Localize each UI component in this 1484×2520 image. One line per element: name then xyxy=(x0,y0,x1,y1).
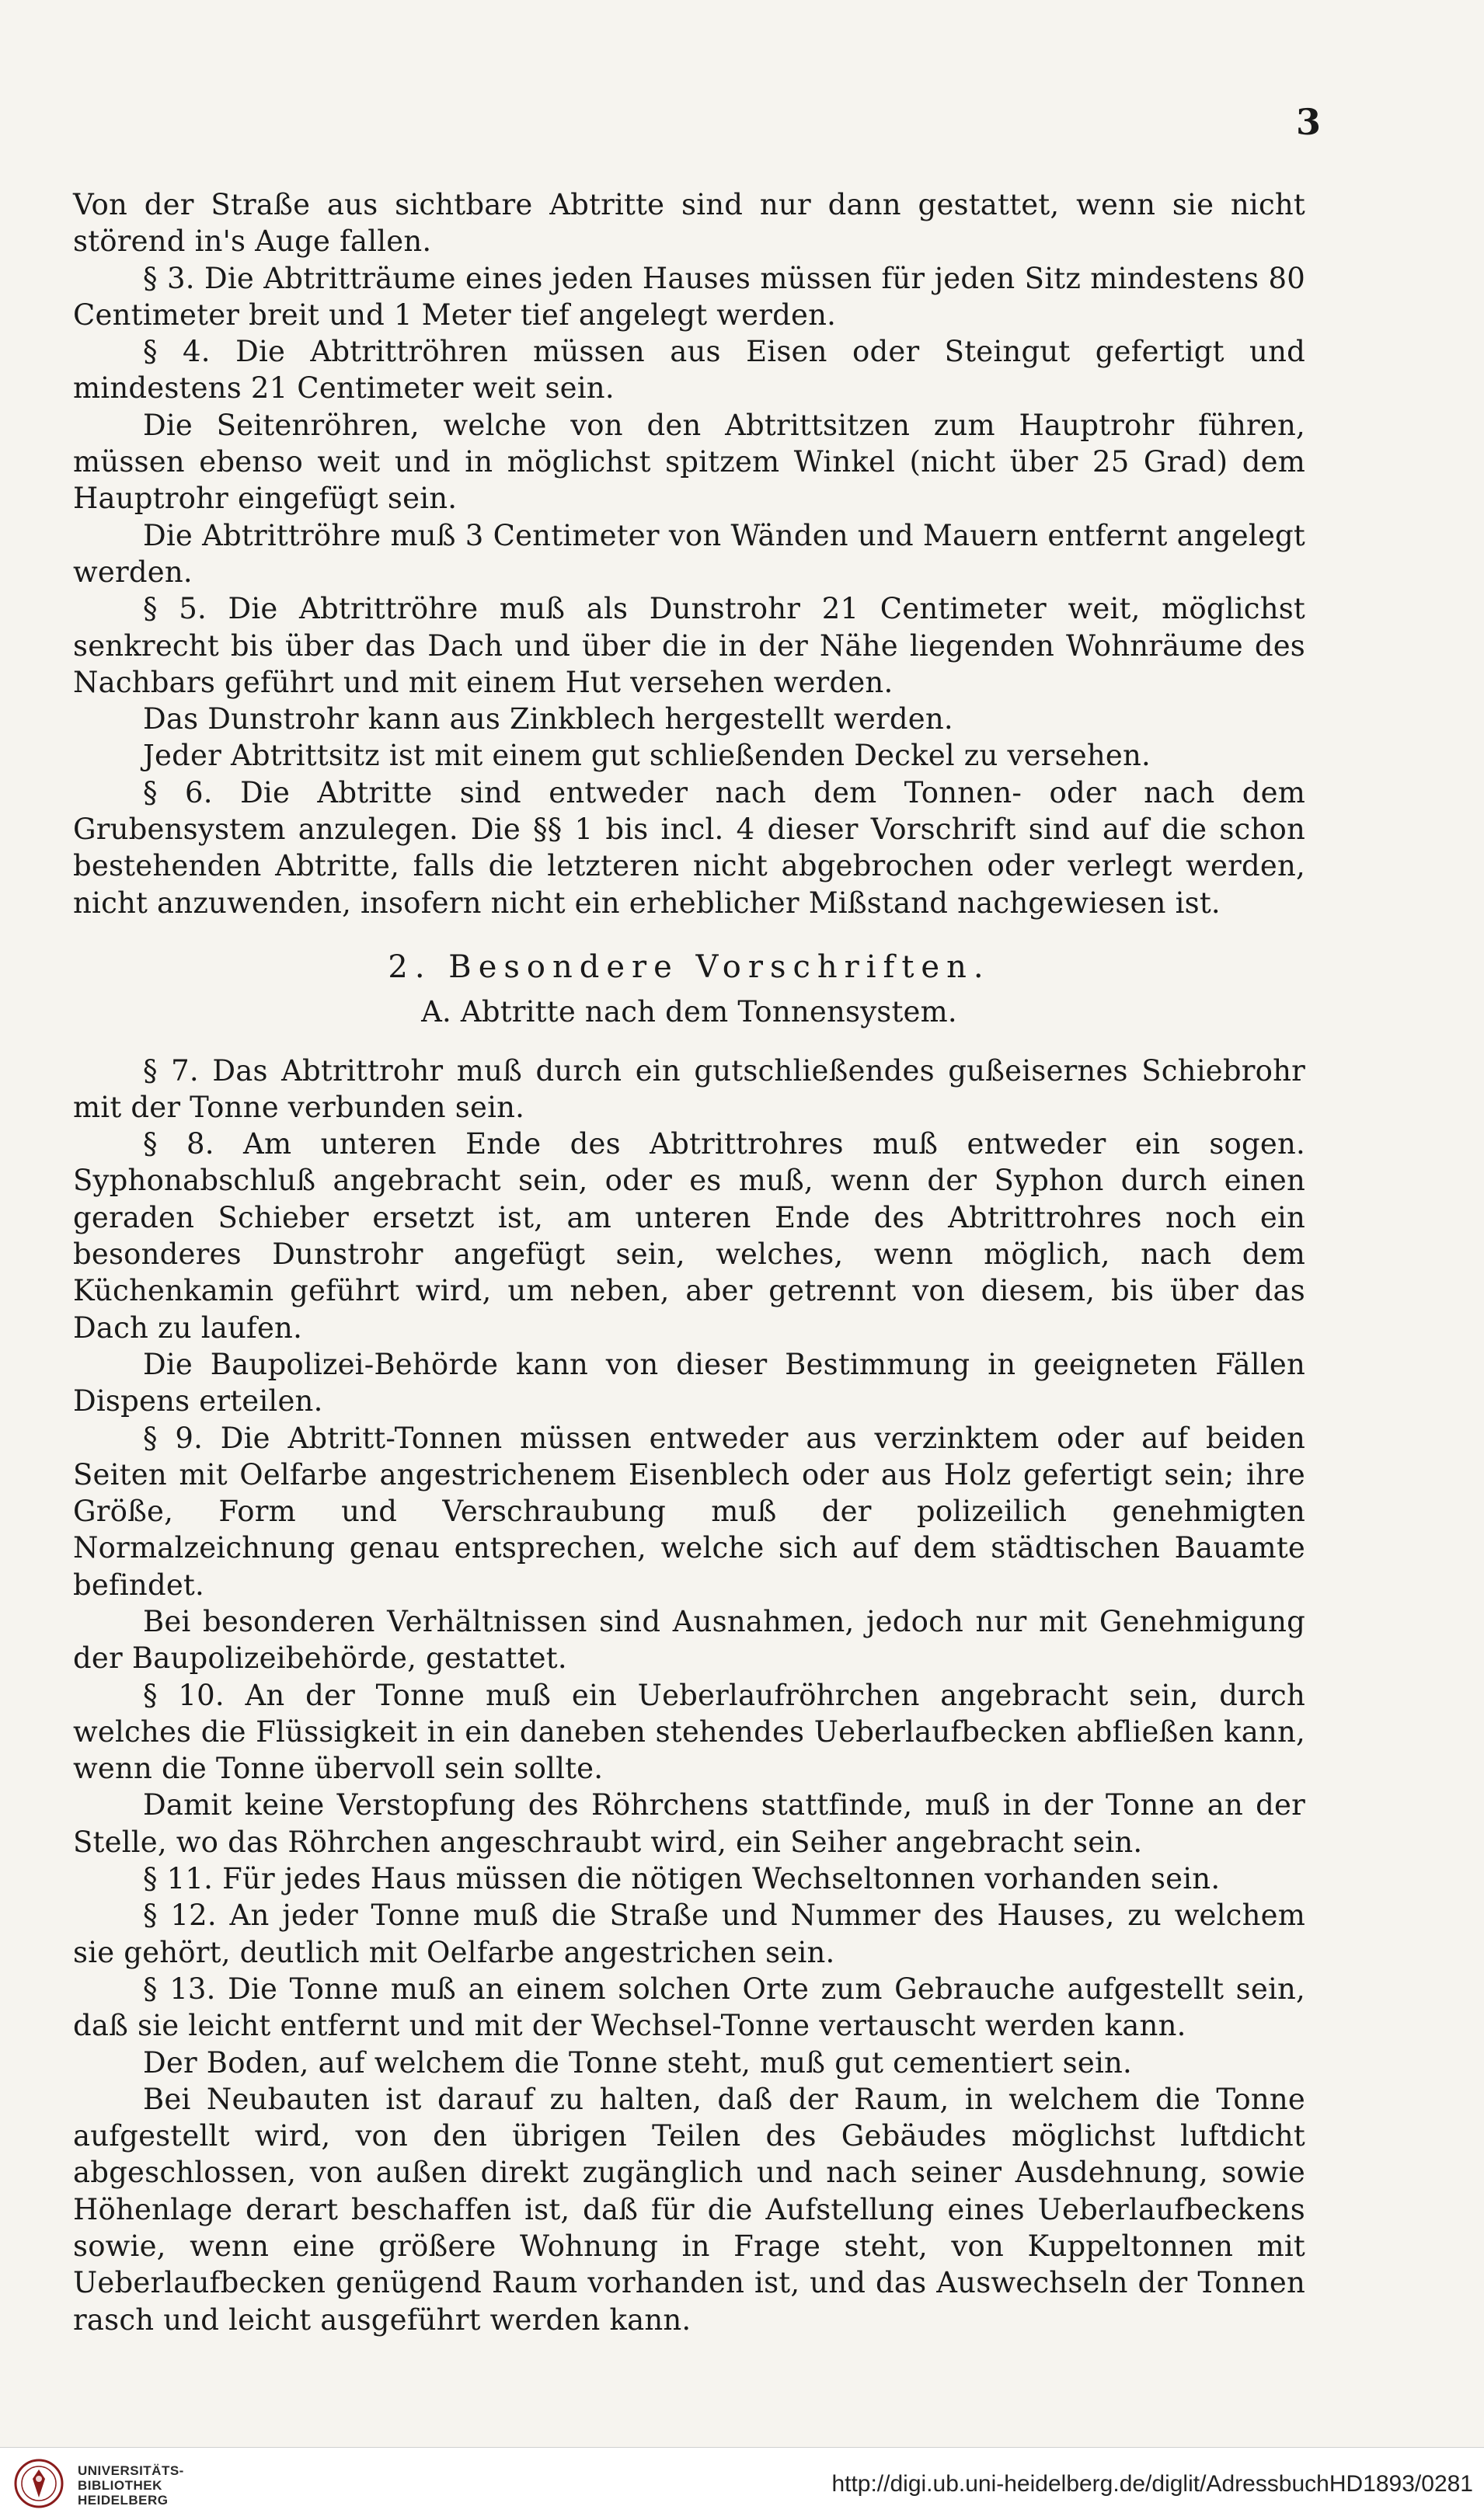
institution-line: HEIDELBERG xyxy=(78,2493,169,2508)
paragraph-section-13: § 13. Die Tonne muß an einem solchen Orte zum Gebrauche aufgestellt sein, daß sie leicht entfernt und mit der Wechsel-Tonne vertauscht werden kann. xyxy=(73,1972,1305,2043)
paragraph-section-4: § 4. Die Abtrittröhren müssen aus Eisen oder Steingut gefertigt und mindestens 21 Centimeter weit sein. xyxy=(73,335,1305,405)
paragraph: Bei Neubauten ist darauf zu halten, daß der Raum, in welchem die Tonne aufgestellt wird, von den übrigen Teilen des Gebäudes möglichst luftdicht abgeschlossen, von außen direkt zugänglich und nach seiner Ausdehnung, sowie Höhenlage derart beschaffen ist, daß für die Aufstellung eines Ueberlaufbeckens sowie, wenn eine größere Wohnung in Frage steht, von Kuppeltonnen mit Ueberlaufbecken genügend Raum vorhanden ist, und das Auswechseln der Tonnen rasch und leicht ausgeführt werden kann. xyxy=(73,2082,1305,2337)
paragraph-section-7: § 7. Das Abtrittrohr muß durch ein gutschließendes gußeisernes Schiebrohr mit der Tonne verbunden sein. xyxy=(73,1053,1305,1124)
institution-name xyxy=(78,2463,184,2508)
paragraph: Das Dunstrohr kann aus Zinkblech hergestellt werden. xyxy=(143,702,953,736)
section-heading: 2. Besondere Vorschriften. xyxy=(388,948,991,985)
institution-line: BIBLIOTHEK xyxy=(78,2478,162,2493)
institution-line: UNIVERSITÄTS- xyxy=(78,2463,184,2478)
paragraph-section-9: § 9. Die Abtritt-Tonnen müssen entweder aus verzinktem oder auf beiden Seiten mit Oelfarbe angestrichenem Eisenblech oder aus Holz gefertigt sein; ihre Größe, Form und Verschraubung muß der polizeilich genehmigten Normalzeichnung genau entsprechen, welche sich auf dem städtischen Bauamte befindet. xyxy=(73,1421,1305,1602)
footer-bar xyxy=(0,2447,1484,2520)
paragraph-section-5: § 5. Die Abtrittröhre muß als Dunstrohr 21 Centimeter weit, möglichst senkrecht bis über das Dach und über die in der Nähe liegenden Wohnräume des Nachbars geführt und mit einem Hut versehen werden. xyxy=(73,592,1305,699)
source-url[interactable]: http://digi.ub.uni-heidelberg.de/diglit/AdressbuchHD1893/0281 xyxy=(831,2471,1473,2497)
paragraph: Von der Straße aus sichtbare Abtritte sind nur dann gestattet, wenn sie nicht störend in's Auge fallen. xyxy=(73,188,1305,259)
paragraph: Damit keine Verstopfung des Röhrchens stattfinde, muß in der Tonne an der Stelle, wo das Röhrchen angeschraubt wird, ein Seiher angebracht sein. xyxy=(73,1788,1305,1859)
paragraph-section-3: § 3. Die Abtritträume eines jeden Hauses müssen für jeden Sitz mindestens 80 Centimeter breit und 1 Meter tief angelegt werden. xyxy=(73,261,1305,332)
paragraph-section-11: § 11. Für jedes Haus müssen die nötigen Wechseltonnen vorhanden sein. xyxy=(143,1862,1221,1896)
paragraph-section-10: § 10. An der Tonne muß ein Ueberlaufröhrchen angebracht sein, durch welches die Flüssigkeit in ein daneben stehendes Ueberlaufbecken abfließen kann, wenn die Tonne übervoll sein sollte. xyxy=(73,1678,1305,1786)
paragraph: Bei besonderen Verhältnissen sind Ausnahmen, jedoch nur mit Genehmigung der Baupolizeibehörde, gestattet. xyxy=(73,1604,1305,1676)
page-number: 3 xyxy=(1296,101,1322,143)
paragraph: Jeder Abtrittsitz ist mit einem gut schließenden Deckel zu versehen. xyxy=(143,739,1151,773)
paragraph-section-8: § 8. Am unteren Ende des Abtrittrohres muß entweder ein sogen. Syphonabschluß angebracht sein, oder es muß, wenn der Syphon durch einen geraden Schieber ersetzt ist, am unteren Ende des Abtrittrohres noch ein besonderes Dunstrohr angefügt sein, welches, wenn möglich, nach dem Küchenkamin geführt wird, um neben, aber getrennt von diesem, bis über das Dach zu laufen. xyxy=(73,1127,1305,1345)
paragraph: Die Seitenröhren, welche von den Abtrittsitzen zum Hauptrohr führen, müssen ebenso weit und in möglichst spitzem Winkel (nicht über 25 Grad) dem Hauptrohr eingefügt sein. xyxy=(73,408,1305,516)
subsection-heading: A. Abtritte nach dem Tonnensystem. xyxy=(421,995,957,1029)
paragraph: Die Abtrittröhre muß 3 Centimeter von Wänden und Mauern entfernt angelegt werden. xyxy=(73,518,1305,589)
paragraph: Der Boden, auf welchem die Tonne steht, muß gut cementiert sein. xyxy=(143,2045,1132,2080)
university-seal-icon xyxy=(14,2459,64,2508)
paragraph-section-6: § 6. Die Abtritte sind entweder nach dem Tonnen- oder nach dem Grubensystem anzulegen. Die §§ 1 bis incl. 4 dieser Vorschrift sind auf die schon bestehenden Abtritte, falls die letzteren nicht abgebrochen oder verlegt werden, nicht anzuwenden, insofern nicht ein erheblicher Mißstand nachgewiesen ist. xyxy=(73,775,1305,920)
body-text xyxy=(73,186,1305,2338)
paragraph-section-12: § 12. An jeder Tonne muß die Straße und Nummer des Hauses, zu welchem sie gehört, deutlich mit Oelfarbe angestrichen sein. xyxy=(73,1899,1305,1969)
paragraph: Die Baupolizei-Behörde kann von dieser Bestimmung in geeigneten Fällen Dispens erteilen. xyxy=(73,1347,1305,1418)
